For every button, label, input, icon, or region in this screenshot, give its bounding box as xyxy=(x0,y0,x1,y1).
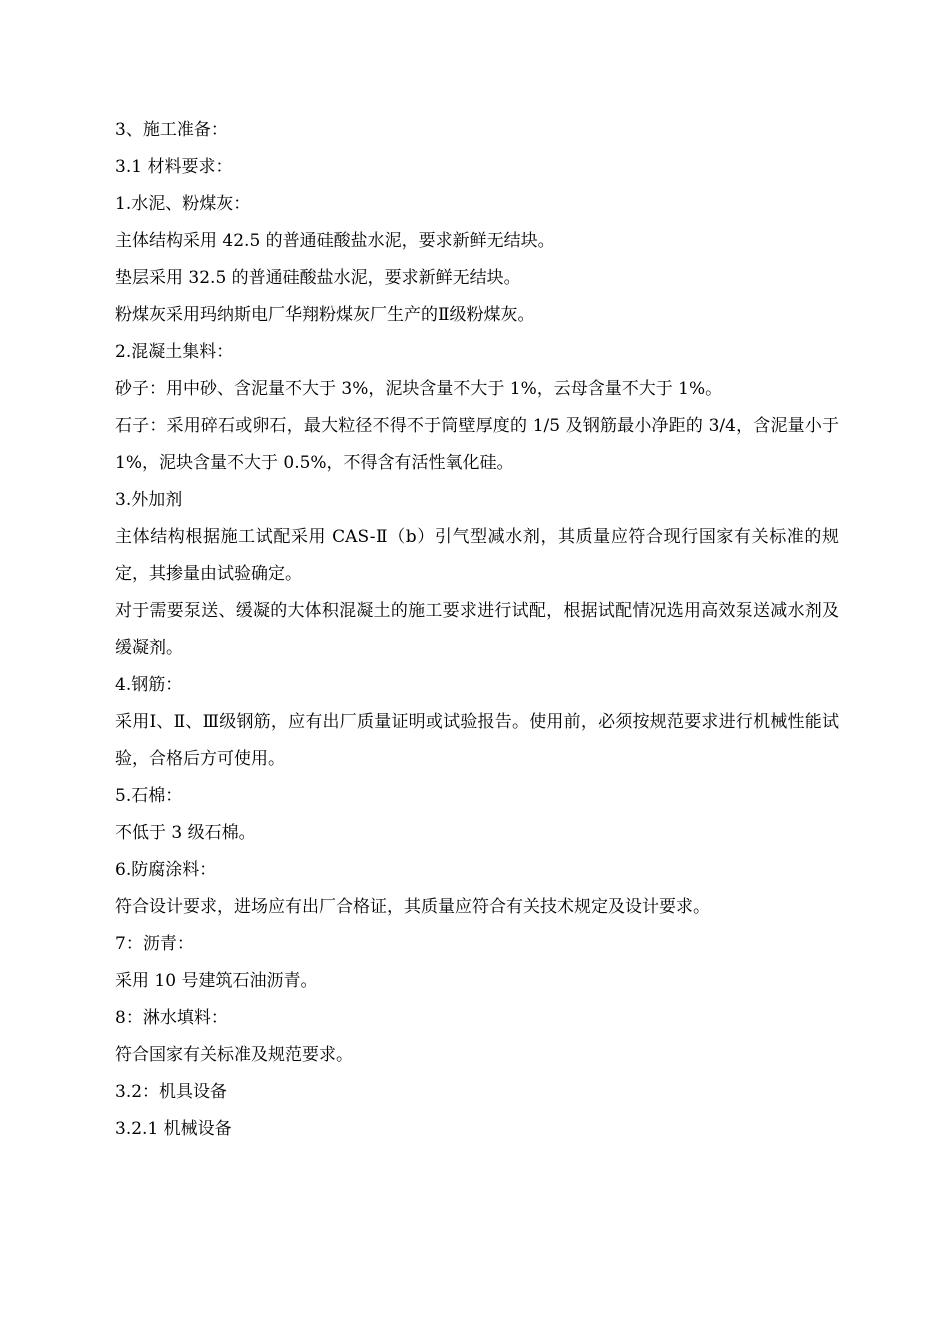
paragraph-line: 垫层采用 32.5 的普通硅酸盐水泥，要求新鲜无结块。 xyxy=(115,268,521,288)
item-heading: 1.水泥、粉煤灰： xyxy=(115,194,251,214)
item-heading: 8：淋水填料： xyxy=(115,1008,228,1028)
paragraph-line: 砂子：用中砂、含泥量不大于 3%，泥块含量不大于 1%，云母含量不大于 1%。 xyxy=(115,379,723,399)
item-heading: 3.外加剂 xyxy=(115,490,183,510)
item-heading: 6.防腐涂料： xyxy=(115,860,217,880)
item-heading: 2.混凝土集料： xyxy=(115,342,234,362)
paragraph: 采用Ⅰ、Ⅱ、Ⅲ级钢筋，应有出厂质量证明或试验报告。使用前，必须按规范要求进行机械性能试验，合格后方可使用。 xyxy=(115,712,839,769)
item-heading: 7：沥青： xyxy=(115,934,194,954)
item-heading: 4.钢筋： xyxy=(115,675,183,695)
section-heading: 3、施工准备： xyxy=(115,120,228,140)
paragraph-line: 主体结构采用 42.5 的普通硅酸盐水泥，要求新鲜无结块。 xyxy=(115,231,555,251)
paragraph-line: 粉煤灰采用玛纳斯电厂华翔粉煤灰厂生产的Ⅱ级粉煤灰。 xyxy=(115,305,535,325)
paragraph: 对于需要泵送、缓凝的大体积混凝土的施工要求进行试配，根据试配情况选用高效泵送减水剂及缓凝剂。 xyxy=(115,601,839,658)
paragraph-line: 符合设计要求，进场应有出厂合格证，其质量应符合有关技术规定及设计要求。 xyxy=(115,897,710,917)
paragraph: 主体结构根据施工试配采用 CAS-Ⅱ（b）引气型减水剂，其质量应符合现行国家有关标准的规定，其掺量由试验确定。 xyxy=(115,527,839,584)
paragraph: 石子：采用碎石或卵石，最大粒径不得不于筒壁厚度的 1/5 及钢筋最小净距的 3/4，含泥量小于 1%，泥块含量不大于 0.5%，不得含有活性氧化硅。 xyxy=(115,416,839,473)
subsection-heading: 3.2：机具设备 xyxy=(115,1082,228,1102)
paragraph-line: 符合国家有关标准及规范要求。 xyxy=(115,1045,353,1065)
paragraph-line: 采用 10 号建筑石油沥青。 xyxy=(115,971,318,991)
item-heading: 5.石棉： xyxy=(115,786,183,806)
document-body xyxy=(115,112,839,1148)
paragraph-line: 不低于 3 级石棉。 xyxy=(115,823,256,843)
subsection-heading: 3.2.1 机械设备 xyxy=(115,1119,232,1139)
subsection-heading: 3.1 材料要求： xyxy=(115,157,233,177)
